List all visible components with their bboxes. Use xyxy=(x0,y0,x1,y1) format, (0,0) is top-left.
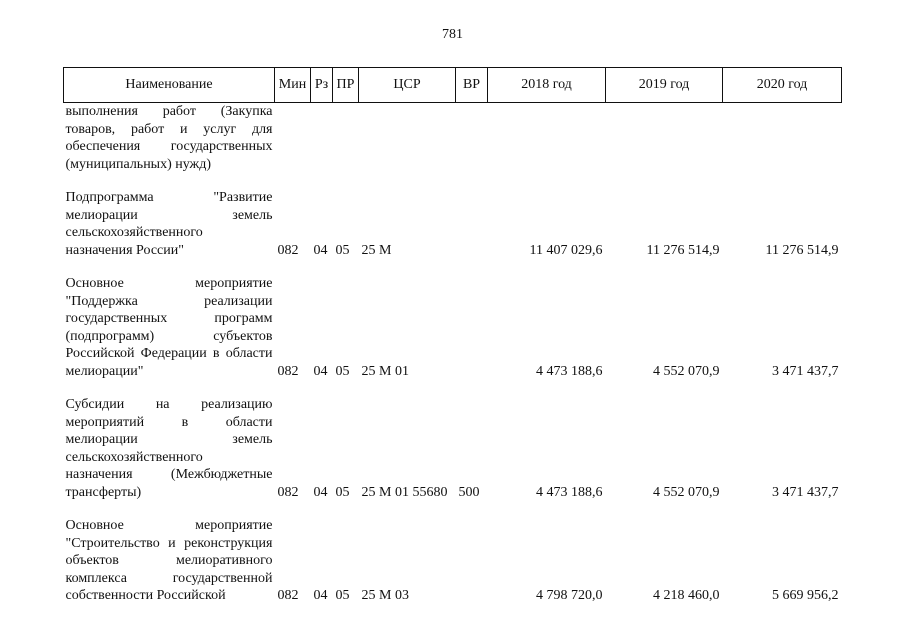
row-name: Подпрограмма "Развитие мелиорации земель сельскохозяйственного назначения России" xyxy=(65,190,273,258)
row-min: 082 xyxy=(277,242,299,258)
row-2018: 4 473 188,6 xyxy=(536,484,603,500)
row-rz: 04 xyxy=(313,484,328,500)
row-rz: 04 xyxy=(313,242,328,258)
row-2020: 3 471 437,7 xyxy=(772,363,839,379)
row-2020: 3 471 437,7 xyxy=(772,484,839,500)
page-number: 781 xyxy=(442,27,463,42)
row-csr: 25 М 01 xyxy=(361,363,409,379)
header-vr: ВР xyxy=(456,68,488,103)
header-2020: 2020 год xyxy=(723,68,842,103)
row-2020: 5 669 956,2 xyxy=(772,588,839,603)
row-2020 xyxy=(723,103,842,174)
row-2018 xyxy=(488,103,606,174)
row-vr xyxy=(456,103,488,174)
table-row xyxy=(64,189,842,259)
row-pr xyxy=(333,103,359,174)
row-csr xyxy=(359,103,456,174)
row-spacer xyxy=(64,501,842,517)
row-vr xyxy=(456,189,488,259)
row-name: Основное мероприятие "Строительство и реконструкция объектов мелиоративного комплекса государственной собственности Российской xyxy=(65,518,273,603)
row-csr: 25 М 03 xyxy=(361,588,409,603)
row-rz: 04 xyxy=(313,363,328,379)
table-row xyxy=(64,396,842,501)
row-rz: 04 xyxy=(313,588,328,603)
row-spacer xyxy=(64,380,842,396)
row-name: Основное мероприятие "Поддержка реализации государственных программ (подпрограмм) субъектов Российской Федерации в области мелиорации" xyxy=(65,276,273,379)
row-min xyxy=(275,103,311,174)
row-pr: 05 xyxy=(335,242,350,258)
row-vr: 500 xyxy=(458,484,480,500)
header-rz: Рз xyxy=(311,68,333,103)
row-2018: 4 473 188,6 xyxy=(536,363,603,379)
header-name: Наименование xyxy=(64,68,275,103)
row-2019: 4 218 460,0 xyxy=(653,588,720,603)
row-pr: 05 xyxy=(335,484,350,500)
row-2019: 4 552 070,9 xyxy=(653,484,720,500)
table-row xyxy=(64,517,842,605)
table-header-row xyxy=(64,68,842,103)
row-pr: 05 xyxy=(335,363,350,379)
row-rz xyxy=(311,103,333,174)
table-row xyxy=(64,275,842,380)
row-2018: 11 407 029,6 xyxy=(529,242,603,258)
header-csr: ЦСР xyxy=(359,68,456,103)
row-spacer xyxy=(64,259,842,275)
row-2019 xyxy=(606,103,723,174)
row-csr: 25 М xyxy=(361,242,392,258)
header-pr: ПР xyxy=(333,68,359,103)
row-spacer xyxy=(64,173,842,189)
row-min: 082 xyxy=(277,588,299,603)
row-2019: 11 276 514,9 xyxy=(646,242,720,258)
row-vr xyxy=(456,275,488,380)
row-2018: 4 798 720,0 xyxy=(536,588,603,603)
row-name: выполнения работ (Закупка товаров, работ и услуг для обеспечения государственных (муниципальных) нужд) xyxy=(65,104,273,172)
budget-table xyxy=(63,67,842,605)
header-2018: 2018 год xyxy=(488,68,606,103)
row-pr: 05 xyxy=(335,588,350,603)
header-2019: 2019 год xyxy=(606,68,723,103)
row-min: 082 xyxy=(277,484,299,500)
row-min: 082 xyxy=(277,363,299,379)
row-csr: 25 М 01 55680 xyxy=(361,484,448,500)
row-vr xyxy=(456,517,488,605)
header-min: Мин xyxy=(275,68,311,103)
row-name: Субсидии на реализацию мероприятий в области мелиорации земель сельскохозяйственного назначения (Межбюджетные трансферты) xyxy=(65,397,273,500)
row-2019: 4 552 070,9 xyxy=(653,363,720,379)
row-2020: 11 276 514,9 xyxy=(765,242,839,258)
table-row xyxy=(64,103,842,174)
